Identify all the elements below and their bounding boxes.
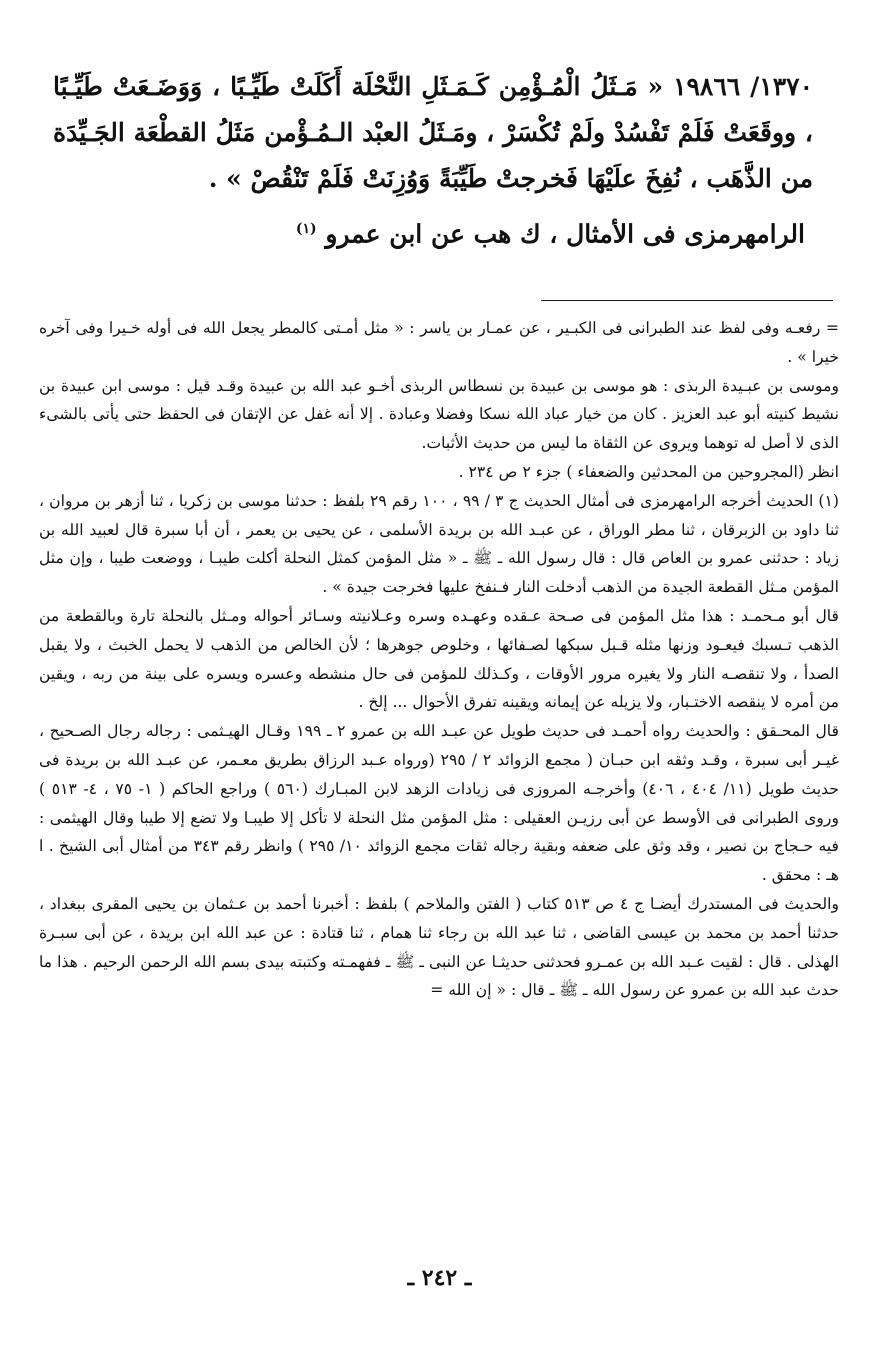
footnote-paragraph: انظر (المجروحين من المحدثين والضعفاء ) جزء ٢ ص ٢٣٤ . <box>458 462 839 481</box>
footnote-paragraph: وموسى بن عبـيدة الربذى : هو موسى بن عبيدة بن نسطاس الربذى أخـو عبد الله بن عبيدة وقـد قيل : موسى ابن عبيدة بن نشيط كنيته أبو عبد العزيز . كان من خيار عباد الله نسكا وفضلا وعبادة . إلا أنه غفل عن الإتقان فى الحفظ حتى يأتى بالشىء الذى لا أصل له توهما ويروى عن الثقاة ما ليس من حديث الأثبات. <box>39 376 839 453</box>
footnote-paragraph: قال أبو مـحمـد : هذا مثل المؤمن فى صـحة عـقده وعهـده وسره وعـلانيته وسـائر أحواله ومـثل بالنحلة تارة وبالقطعة من الذهب تـسبك فيعـود وزنها مثله قـبل سبكها لصـفائها ، وخلوص جوهرها ؛ لأن الخالص من الذهب لا يحمل الخبث ، ولا يقبل الصدأ ، ولا تنقصـه النار ولا يغيره مرور الأوقات ، وكـذلك للمؤمن فى حال منشطه وعسره ويسره على بينة من ربه ، ويقين من أمره لا ينقصه الاختـبار، ولا يزيله عن إيمانه ويقينه تفرق الأحوال ... إلخ . <box>39 606 839 712</box>
hadith-text: ١٣٧٠/ ١٩٨٦٦ « مَـثَلُ الْمُـؤْمِن كَـمَـثَلِ النَّحْلَة أَكَلَتْ طَيِّـبًا ، وَوَضَـعَتْ طَيِّـبًا ، ووقَعَتْ فَلَمْ تَفْسُدْ ولَمْ تُكْسَرْ ، ومَـثَلُ العبْد الـمُـؤْمن مَثَلُ القطْعَة الجَـيِّدَة من الذَّهَب ، نُفِخَ علَيْهَا فَخرجتْ طَيِّبَةً وَوُزِنَتْ فَلَمْ تَنْقُصْ » . <box>53 72 813 193</box>
page-number: ـ ٢٤٢ ـ <box>407 1265 472 1291</box>
footnote-separator <box>541 300 833 301</box>
footnote-paragraph: = رفعـه وفى لفظ عند الطبرانى فى الكبـير ، عن عمـار بن ياسر : « مثل أمـتى كالمطر يجعل الله فى أوله خـيرا وفى آخره خيرا » . <box>39 319 839 366</box>
hadith-block <box>53 64 813 257</box>
hadith-attribution: الرامهرمزى فى الأمثال ، ك هب عن ابن عمرو <box>325 219 805 249</box>
footnotes-block <box>39 314 839 1005</box>
footnote-paragraph: (١) الحديث أخرجه الرامهرمزى فى أمثال الحديث ج ٣ / ٩٩ ، ١٠٠ رقم ٢٩ بلفظ : حدثنا موسى بن زكريا ، ثنا أزهر بن مروان ، ثنا داود بن الزبرقان ، ثنا مطر الوراق ، عن عبـد الله بن بريدة الأسلمى ، عن يحيى بن يعمر ، أن أبا سبرة قال لعبيد الله بن زياد : حدثنى عمرو بن العاص قال : قال رسول الله ـ ﷺ ـ « مثل المؤمن كمثل النحلة أكلت طيبـا ، ووضعت طيبا ، وإن مثل المؤمن مـثل القطعة الجيدة من الذهب أدخلت النار فـنفخ عليها فخرجت جيدة » . <box>39 491 839 597</box>
hadith-attribution-line <box>53 206 813 257</box>
footnote-paragraph: قال المحـقق : والحديث رواه أحمـد فى حديث طويل عن عبـد الله بن عمرو ٢ ـ ١٩٩ وقـال الهيـثمى : رجاله رجال الصـحيح ، غيـر أبى سبرة ، وقـد وثقه ابن حبـان ( مجمع الزوائد ٢ / ٢٩٥ (ورواه عـبد الرزاق بطريق معـمر، عن عبـد الله بن بريدة فى حديث طويل (١١/ ٤٠٤ ، ٤٠٦) وأخرجـه المروزى فى زيادات الزهد لابن المبـارك (٥٦٠ ) وراجع الحاكم ( ١- ٧٥ ، ٤- ٥١٣ ) وروى الطبرانى فى الأوسط عن أبى رزيـن العقيلى : مثل المؤمن مثل النحلة لا تأكل إلا طيبـا ولا تضع إلا طيبا وقال الهيثمى : فيه حـجاج بن نصير ، وقد وثق على ضعفه وبقية رجاله ثقات مجمع الزوائد ١٠/ ٢٩٥ ) وانظر رقم ٣٤٣ من أمثال أبى الشيخ . ا هـ : محقق . <box>39 722 840 885</box>
footnote-marker: (١) <box>295 221 317 237</box>
footnote-paragraph: والحديث فى المستدرك أيضـا ج ٤ ص ٥١٣ كتاب ( الفتن والملاحم ) بلفظ : أخبرنا أحمد بن عـثمان بن يحيى المقرى ببغداد ، حدثنا أحمد بن محمد بن عيسى القاضى ، ثنا عبد الله بن رجاء ثنا همام ، ثنا قتادة : عن عبد الله ابن بريدة ، عن أبى سبـرة الهذلى . قال : لقيت عـبد الله بن عمـرو فحدثنى حديثـا عن النبى ـ ﷺ ـ ففهمـته وكتبته بيدى بسم الله الرحمن الرحيم . هذا ما حدث عبد الله بن عمرو عن رسول الله ـ ﷺ ـ قال : « إن الله = <box>39 894 839 1000</box>
